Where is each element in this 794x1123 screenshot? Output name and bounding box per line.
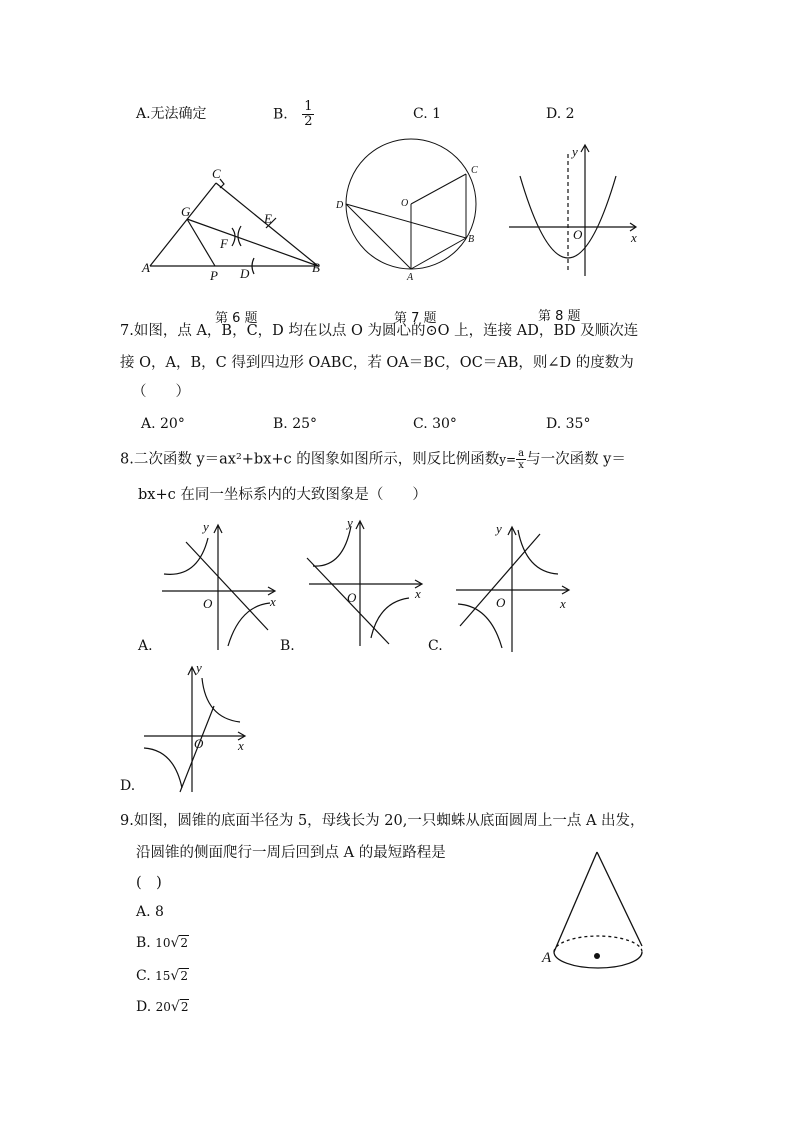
q8-fraction-prefix: y= [499,452,517,467]
q8-option-d: D. [120,778,136,794]
q8-option-c: C. [428,638,443,654]
q8-graph-d [140,658,260,794]
q9-option-c-coefficient: 15 [155,969,171,983]
fig8-label-y: y [572,144,578,159]
q6-option-b [273,100,314,129]
fraction-denominator: 2 [304,114,313,129]
q7-line-1: 7.如图，点 A，B，C，D 均在以点 O 为圆心的⊙O 上，连接 AD，BD 及顺次连 [120,323,639,339]
figure-7-caption: 第 7 题 [394,311,437,326]
fig7-label-a: A [407,272,414,283]
q8c-label-o: O [496,595,506,610]
q9-option-c-prefix: C. [136,968,151,984]
q8-line-1 [120,448,680,471]
radical-sign: √ [170,999,180,1015]
q9-line-2: 沿圆锥的侧面爬行一周后回到点 A 的最短路程是 [136,845,446,861]
q9-answer-paren: ( ) [136,875,162,891]
q9-option-d [136,997,189,1017]
fig8-label-o: O [573,227,583,242]
fig8-label-x: x [631,230,637,245]
q8-line-2: bx+c 在同一坐标系内的大致图象是（ ） [138,487,427,503]
q6-option-c: C. 1 [413,106,442,122]
q7-line-2: 接 O，A，B，C 得到四边形 OABC，若 OA＝BC，OC＝AB，则∠D 的度数为 [120,355,634,371]
q7-option-b: B. 25° [273,416,318,432]
fig7-label-d: D [336,200,344,211]
q8-option-a: A. [138,638,153,654]
q9-option-d-prefix: D. [136,999,152,1015]
fraction-numerator: 1 [304,99,313,114]
q9-option-c [136,966,189,986]
q8-line-1-end: 与一次函数 y＝ [526,451,626,468]
q7-answer-paren: （ ） [132,384,190,400]
figure-6-triangle [140,162,340,284]
q8-option-b: B. [280,638,295,654]
q6-option-a: A.无法确定 [136,106,207,122]
q8d-label-x: x [238,738,244,753]
figure-8-parabola [505,142,645,280]
sqrt-symbol [171,997,190,1017]
q9-option-a: A. 8 [136,904,164,920]
q8a-label-o: O [203,596,213,611]
q8b-label-y: y [347,515,353,530]
q9-line-1: 9.如图，圆锥的底面半径为 5，母线长为 20,一只蜘蛛从底面圆周上一点 A 出发， [120,813,645,829]
q8d-label-y: y [196,660,202,675]
q7-option-a: A. 20° [141,416,185,432]
fig6-label-g: G [181,204,191,219]
q8c-label-x: x [560,596,566,611]
sqrt-symbol [170,933,189,953]
q8b-label-x: x [415,586,421,601]
q6-option-b-fraction [302,100,314,129]
q8-fraction [516,448,526,471]
fig6-label-d: D [240,266,250,281]
q8b-label-o: O [347,590,357,605]
q8d-label-o: O [194,736,204,751]
figure-6-caption: 第 6 题 [215,311,258,326]
q9-option-b-coefficient: 10 [155,936,171,950]
q8a-label-y: y [203,519,209,534]
q8c-label-y: y [496,521,502,536]
fig7-label-c: C [471,165,478,176]
fig6-label-f: F [220,236,228,251]
radicand: 2 [180,1000,189,1014]
figure-7-circle [334,138,492,288]
q8-graph-a [158,516,280,652]
q9-option-b [136,933,189,953]
fig6-label-b: B [312,260,320,275]
cone-center-dot [594,953,600,959]
radical-sign: √ [170,968,180,984]
q8-line-1-start: 8.二次函数 y＝ax²+bx+c 的图象如图所示，则反比例函数 [120,451,500,468]
fig6-label-e: E [264,211,272,226]
fig6-label-c: C [212,166,221,181]
cone-figure [540,846,660,978]
q8-fraction-numerator: a [518,448,525,459]
q7-option-c: C. 30° [413,416,457,432]
q6-option-d: D. 2 [546,106,575,122]
fig7-label-o: O [401,198,409,209]
q8-fraction-denominator: x [518,460,524,471]
q8-graph-c [452,518,576,654]
q9-option-d-coefficient: 20 [155,1000,171,1014]
fig6-label-p: P [210,268,218,283]
fig7-label-b: B [468,234,475,245]
figure-8-caption: 第 8 题 [538,309,581,324]
fig6-label-a: A [142,260,150,275]
radical-sign: √ [170,935,180,951]
q6-option-b-prefix: B. [273,106,288,123]
q8a-label-x: x [270,594,276,609]
sqrt-symbol [170,966,189,986]
q8-graph-b [305,512,427,648]
q7-option-d: D. 35° [546,416,591,432]
radicand: 2 [180,969,188,983]
radicand: 2 [180,936,189,950]
q9-option-b-prefix: B. [136,935,151,951]
cone-label-a: A [542,950,552,966]
